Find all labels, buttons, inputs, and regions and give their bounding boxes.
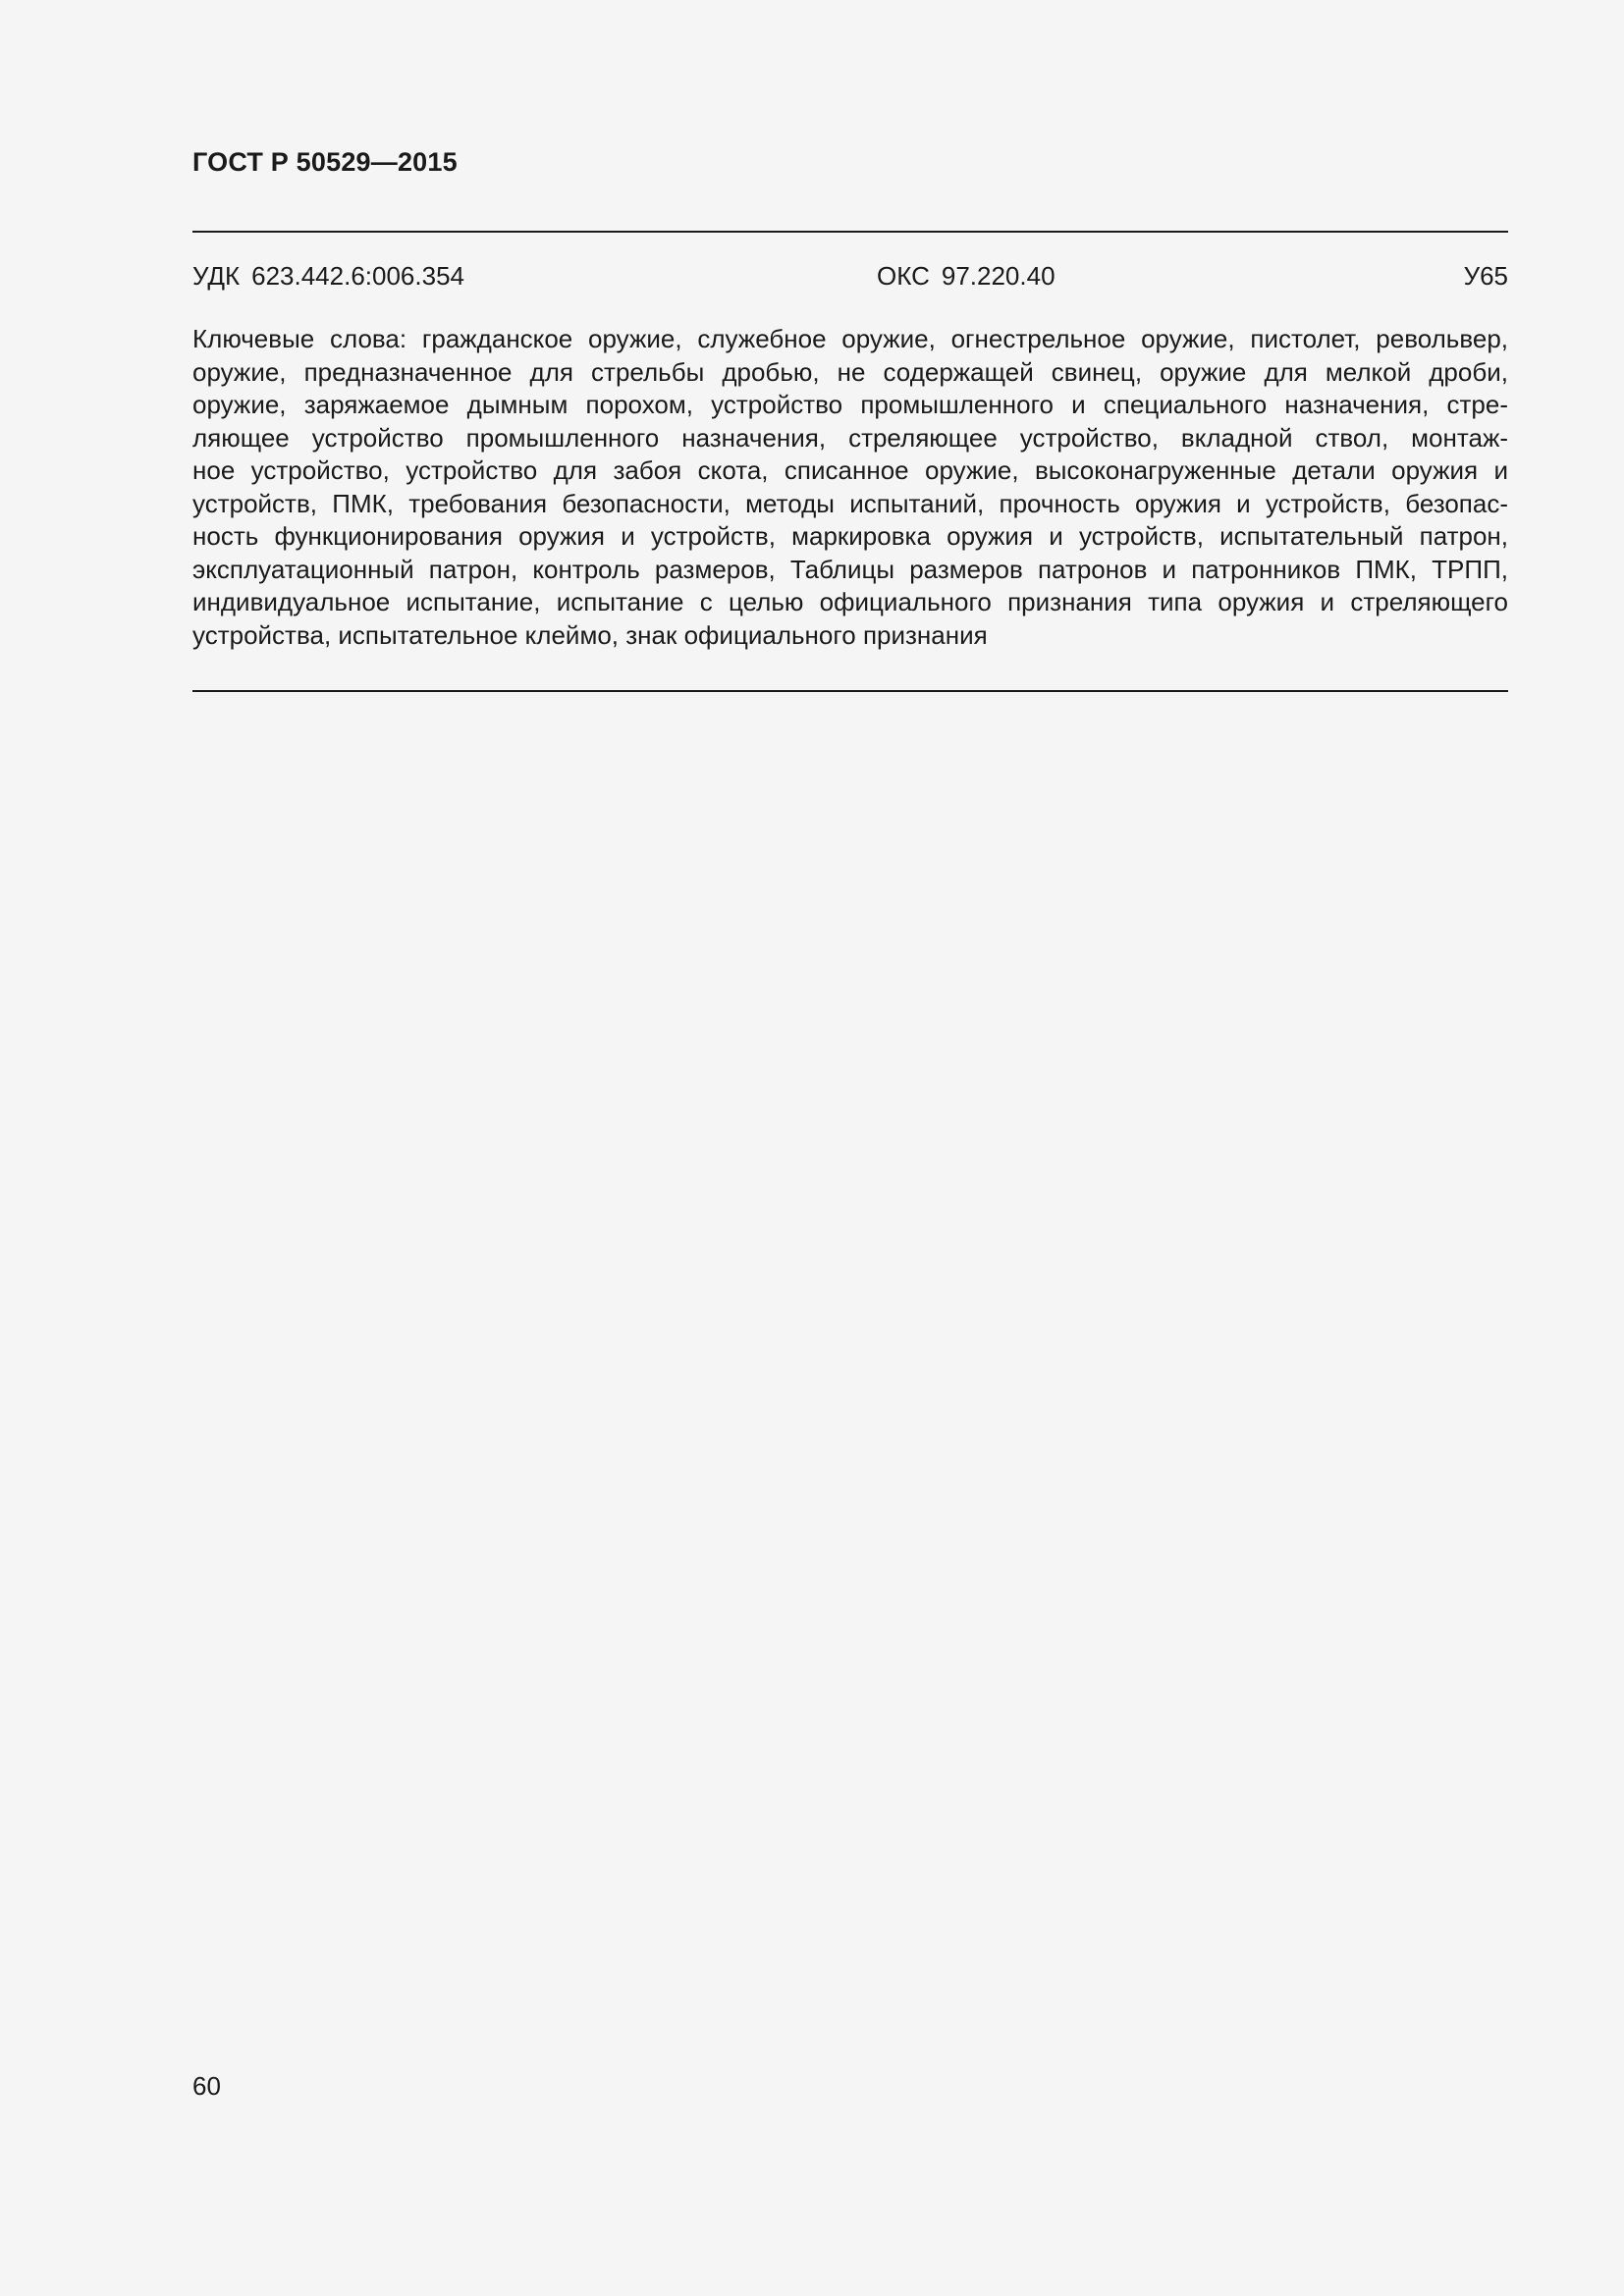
- udk-value: 623.442.6:006.354: [251, 261, 464, 291]
- standard-designation: ГОСТ Р 50529—2015: [192, 147, 458, 177]
- classification-row: [192, 259, 1508, 293]
- bottom-divider: [192, 690, 1508, 692]
- keywords-line: устройства, испытательное клеймо, знак официального признания: [192, 619, 988, 650]
- keywords-line: ное устройство, устройство для забоя скота, списанное оружие, высоконагруженные детали оружия и: [192, 455, 1508, 485]
- keywords-line: эксплуатационный патрон, контроль размеров, Таблицы размеров патронов и патронников ПМК, ТРПП,: [192, 554, 1508, 584]
- keywords-line: индивидуальное испытание, испытание с целью официального признания типа оружия и стреляющего: [192, 587, 1508, 616]
- keywords-line: Ключевые слова: гражданское оружие, служебное оружие, огнестрельное оружие, пистолет, револьвер,: [192, 324, 1508, 353]
- classification-code: У65: [1463, 261, 1508, 291]
- keywords-line: ность функционирования оружия и устройств, маркировка оружия и устройств, испытательный патрон,: [192, 521, 1508, 551]
- keywords-paragraph: [192, 323, 1508, 652]
- keywords-line: устройств, ПМК, требования безопасности, методы испытаний, прочность оружия и устройств, безопас-: [192, 488, 1508, 518]
- keywords-line: оружие, заряжаемое дымным порохом, устройство промышленного и специального назначения, стре-: [192, 390, 1508, 419]
- udk-block: [192, 259, 464, 293]
- keywords-line: ляющее устройство промышленного назначения, стреляющее устройство, вкладной ствол, монтаж-: [192, 422, 1508, 453]
- keywords-line: оружие, предназначенное для стрельбы дробью, не содержащей свинец, оружие для мелкой дроби,: [192, 356, 1508, 387]
- oks-label: ОКС: [877, 261, 930, 291]
- oks-block: [877, 259, 1056, 293]
- page-number: 60: [192, 2071, 221, 2101]
- udk-label: УДК: [192, 261, 241, 291]
- top-divider: [192, 231, 1508, 233]
- oks-value: 97.220.40: [941, 261, 1056, 291]
